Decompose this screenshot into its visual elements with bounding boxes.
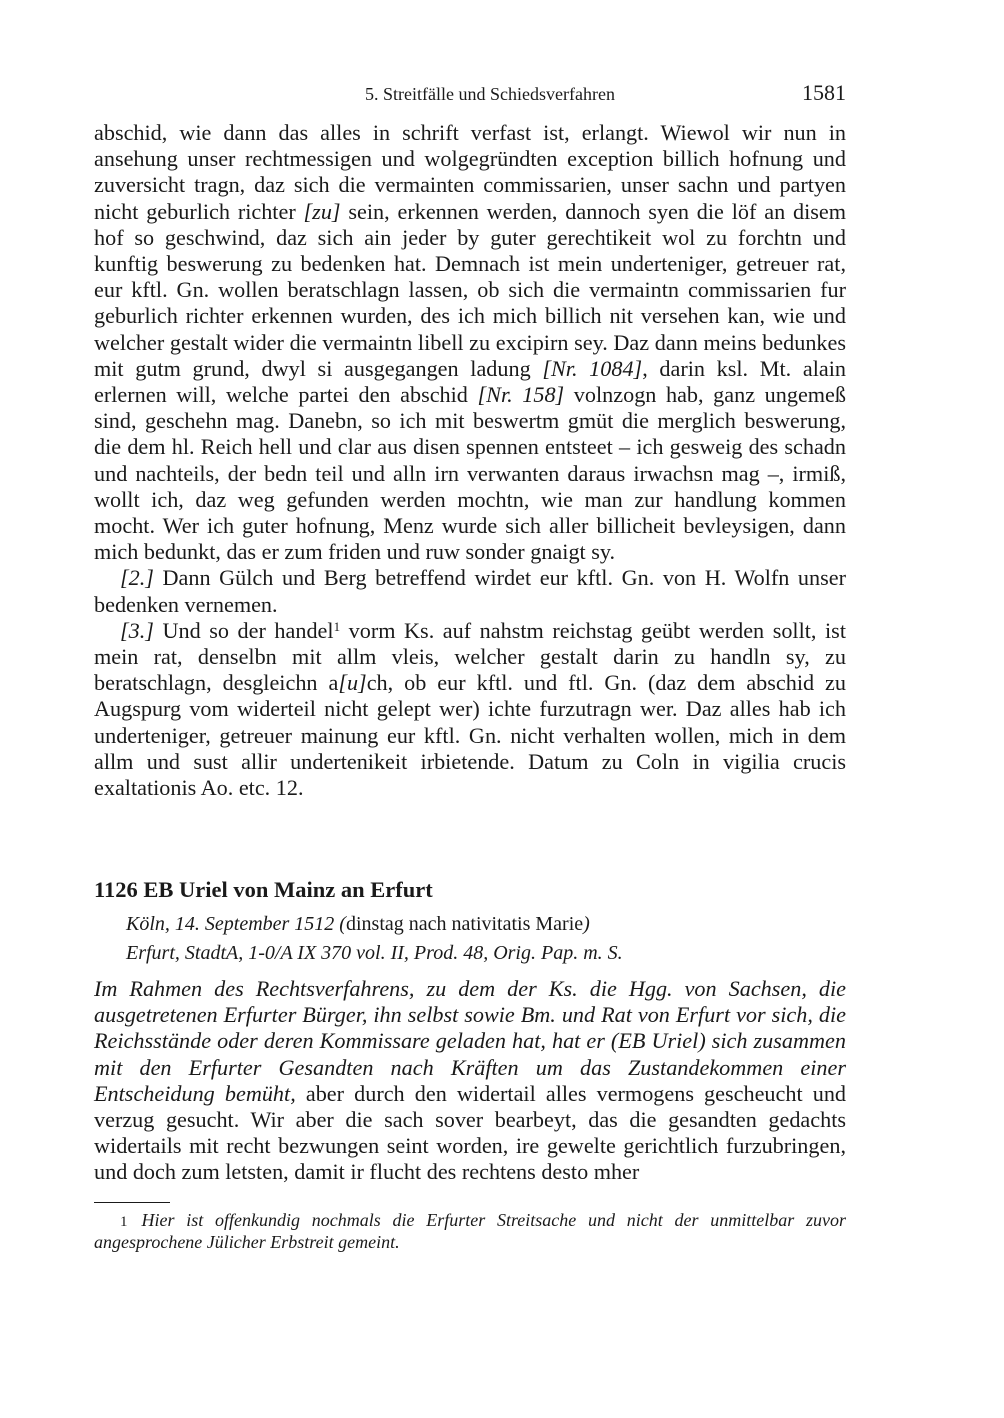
document-entry <box>94 876 846 1186</box>
date-text: ) <box>583 913 590 935</box>
section-marker: [3.] <box>120 617 154 643</box>
document-heading: 1126 EB Uriel von Mainz an Erfurt <box>94 877 433 902</box>
document-source: Erfurt, StadtA, 1-0/A IX 370 vol. II, Prod. 48, Orig. Pap. m. S. <box>126 942 623 964</box>
footnote-rule <box>94 1202 170 1203</box>
running-head <box>94 80 846 106</box>
text-span: aber durch den widertail alles vermogens gescheucht und verzug gesucht. Wir aber die sach sover bearbeyt, das die gesandten gedachts widertails mit recht bezwungen seint worden, ire gewelte gerichtlich furzubringen, und doch zum letsten, damit ir flucht des rechtens desto mher <box>94 1080 847 1185</box>
footnote <box>94 1210 846 1252</box>
paragraph-2 <box>94 565 846 617</box>
document-reference: [Nr. 158] <box>477 382 565 408</box>
footnote-ref[interactable]: 1 <box>333 618 341 634</box>
text-span: Dann Gülch und Berg betreffend wirdet eur kftl. Gn. von H. Wolfn unser bedenken vernemen. <box>94 565 846 617</box>
text-span: , darin ksl. Mt. alain erlernen will, welche partei den abschid <box>94 355 846 408</box>
footnote-1 <box>94 1210 846 1252</box>
date-text: Köln, 14. September 1512 ( <box>126 913 346 935</box>
text-span: vorm Ks. auf nahstm reichstag geübt werden sollt, ist mein rat, denselbn mit allm vleis, welcher gestalt darin zu handln sy, zu beratschlagn, desgleichn a <box>94 617 846 696</box>
document-date <box>94 910 846 939</box>
footnote-number: 1 <box>120 1214 128 1230</box>
document-reference: [Nr. 1084] <box>542 355 643 381</box>
main-text <box>94 120 846 801</box>
text-span: Und so der handel <box>153 617 334 643</box>
editorial-insertion: [zu] <box>303 198 341 224</box>
paragraph-1 <box>94 120 846 565</box>
text-span: ch, ob eur kftl. und ftl. Gn. (daz dem abschid zu Augspurg vom widerteil nicht gelept wer) ichte furzutragn wer. Daz alles hab ich underteniger, getreuer mainung eur kftl. Gn. nicht verhalten wollen, mich in dem allm und sust allir undertenikeit irbietende. Datum zu Coln in vigilia crucis exaltationis Ao. etc. 12. <box>94 670 846 801</box>
editorial-insertion: [u] <box>338 670 367 696</box>
text-span: abschid, wie dann das alles in schrift verfast ist, erlangt. Wiewol wir nun in ansehung unser rechtmessigen und wolgegründten exception billich hofnung und zuversicht tragn, daz sich die vermainten commissarien, unser sachn und partyen nicht geburlich richter <box>94 120 846 224</box>
document-text <box>94 976 846 1186</box>
paragraph-3 <box>94 618 846 801</box>
editorial-summary: Im Rahmen des Rechtsverfahrens, zu dem der Ks. die Hgg. von Sachsen, die ausgetretenen Erfurter Bürger, ihn selbst sowie Bm. und Rat von Erfurt vor sich, die Reichsstände oder deren Kommissare geladen hat, hat er (EB Uriel) sich zusammen mit den Erfurter Gesandten nach Kräften um das Zustandekommen einer Entscheidung bemüht, <box>94 976 846 1106</box>
section-marker: [2.] <box>120 565 154 591</box>
footnote-text: Hier ist offenkundig nochmals die Erfurter Streitsache und nicht der unmittelbar zuvor angesprochene Jülicher Erbstreit gemeint. <box>94 1210 846 1252</box>
text-span: sein, erkennen werden, dannoch syen die löf an disem hof so geschwind, daz sich ain jeder by guter gerechtikeit wol zu forchtn und kunftig beswerung zu bedenken hat. Demnach ist mein underteniger, getreuer rat, eur kftl. Gn. wollen beratschlagn lassen, ob sich die vermaintn commissarien fur geburlich richter erkennen wurden, des ich mich billich nit versehen kan, wie und welcher gestalt wider die vermaintn libell zu excipirn sey. Daz dann meins bedunkes mit gutm grund, dwyl si ausgegangen ladung <box>94 198 846 381</box>
date-original: dinstag nach nativitatis Marie <box>345 913 584 935</box>
running-head-title: 5. Streitfälle und Schiedsverfahren <box>365 84 615 104</box>
document-paragraph <box>94 976 846 1186</box>
text-span: volnzogn hab, ganz ungemeß sind, geschehn mag. Danebn, so ich mit beswertm gmüt die merglich beswerung, die dem hl. Reich hell und clar aus disen spennen entsteet – ich gesweig des schadn und nachteils, der bedn teil und alln irn verwanten daraus irwachsn mag –, irmiß, wollt ich, daz weg gefunden werden mochtn, wie man zur handlung kommen mocht. Wer ich guter hofnung, Menz wurde sich aller billicheit bevleysigen, dann mich bedunkt, das er zum friden und ruw sonder gnaigt sy. <box>94 382 846 565</box>
page-number: 1581 <box>802 80 846 105</box>
